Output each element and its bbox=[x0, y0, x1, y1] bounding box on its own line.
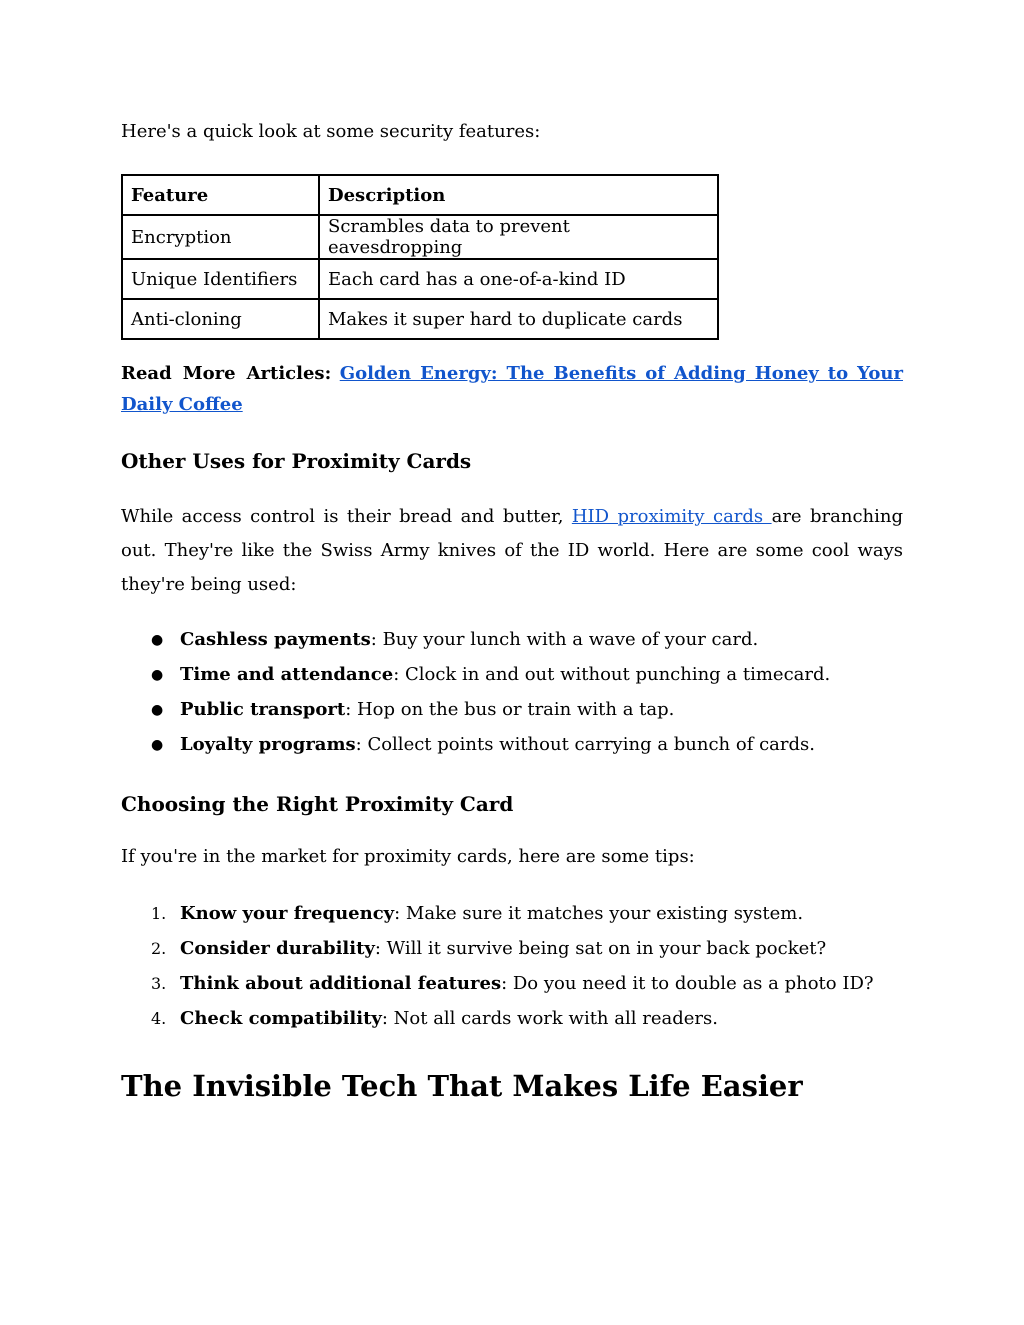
list-number: 2. bbox=[151, 939, 167, 958]
read-more-label: Read More Articles: bbox=[121, 363, 332, 384]
list-number: 3. bbox=[151, 974, 167, 993]
closing-heading: The Invisible Tech That Makes Life Easier bbox=[121, 1069, 803, 1103]
section-heading-choosing: Choosing the Right Proximity Card bbox=[121, 792, 514, 816]
paragraph-text: are branching out. They're like the Swiss Army knives of the ID world. Here are some cool ways they're being used: bbox=[121, 506, 903, 595]
list-item bbox=[121, 935, 874, 970]
list-item-text: : Make sure it matches your existing system. bbox=[394, 903, 804, 924]
table-header-feature: Feature bbox=[122, 175, 319, 215]
list-item-term: Consider durability bbox=[180, 938, 375, 959]
table-cell-feature: Unique Identifiers bbox=[122, 259, 319, 299]
list-item bbox=[121, 731, 830, 766]
list-item bbox=[121, 900, 874, 935]
table-header-description: Description bbox=[319, 175, 718, 215]
table-row bbox=[122, 259, 718, 299]
list-item-term: Time and attendance bbox=[180, 664, 394, 685]
list-item bbox=[121, 1005, 874, 1040]
list-item-term: Loyalty programs bbox=[180, 734, 356, 755]
choosing-intro-text: If you're in the market for proximity cards, here are some tips: bbox=[121, 846, 695, 867]
other-uses-paragraph bbox=[121, 500, 903, 602]
table-cell-description: Each card has a one-of-a-kind ID bbox=[319, 259, 718, 299]
list-item bbox=[121, 970, 874, 1005]
table-row bbox=[122, 299, 718, 339]
list-item-text: : Collect points without carrying a bunch of cards. bbox=[355, 734, 815, 755]
list-item-term: Check compatibility bbox=[180, 1008, 382, 1029]
intro-text: Here's a quick look at some security features: bbox=[121, 121, 541, 142]
list-item-term: Know your frequency bbox=[180, 903, 395, 924]
list-number: 1. bbox=[151, 904, 167, 923]
list-item-text: : Clock in and out without punching a timecard. bbox=[393, 664, 831, 685]
list-item-term: Cashless payments bbox=[180, 629, 371, 650]
list-item bbox=[121, 696, 830, 731]
list-number: 4. bbox=[151, 1009, 167, 1028]
list-item bbox=[121, 661, 830, 696]
tips-numbered-list bbox=[121, 900, 874, 1040]
table-header-row bbox=[122, 175, 718, 215]
list-item-term: Public transport bbox=[180, 699, 346, 720]
list-item-text: : Hop on the bus or train with a tap. bbox=[345, 699, 675, 720]
table-cell-description: Scrambles data to prevent eavesdropping bbox=[319, 215, 718, 259]
section-heading-other-uses: Other Uses for Proximity Cards bbox=[121, 449, 472, 473]
paragraph-text: While access control is their bread and butter, bbox=[121, 506, 572, 527]
table-cell-feature: Encryption bbox=[122, 215, 319, 259]
uses-bullet-list bbox=[121, 626, 830, 766]
list-item-text: : Not all cards work with all readers. bbox=[381, 1008, 718, 1029]
list-item bbox=[121, 626, 830, 661]
read-more-line bbox=[121, 358, 903, 420]
read-more-article-link[interactable]: Golden Energy: The Benefits of Adding Honey to Your Daily Coffee bbox=[121, 363, 903, 415]
bullet-icon: ● bbox=[151, 702, 164, 718]
hid-proximity-cards-link[interactable]: HID proximity cards bbox=[571, 506, 772, 527]
bullet-icon: ● bbox=[151, 632, 164, 648]
table-cell-description: Makes it super hard to duplicate cards bbox=[319, 299, 718, 339]
security-features-table bbox=[121, 174, 719, 340]
table-cell-feature: Anti-cloning bbox=[122, 299, 319, 339]
bullet-icon: ● bbox=[151, 737, 164, 753]
list-item-text: : Buy your lunch with a wave of your card. bbox=[370, 629, 759, 650]
bullet-icon: ● bbox=[151, 667, 164, 683]
table-row bbox=[122, 215, 718, 259]
list-item-text: : Will it survive being sat on in your back pocket? bbox=[374, 938, 827, 959]
list-item-text: : Do you need it to double as a photo ID? bbox=[501, 973, 874, 994]
list-item-term: Think about additional features bbox=[180, 973, 502, 994]
